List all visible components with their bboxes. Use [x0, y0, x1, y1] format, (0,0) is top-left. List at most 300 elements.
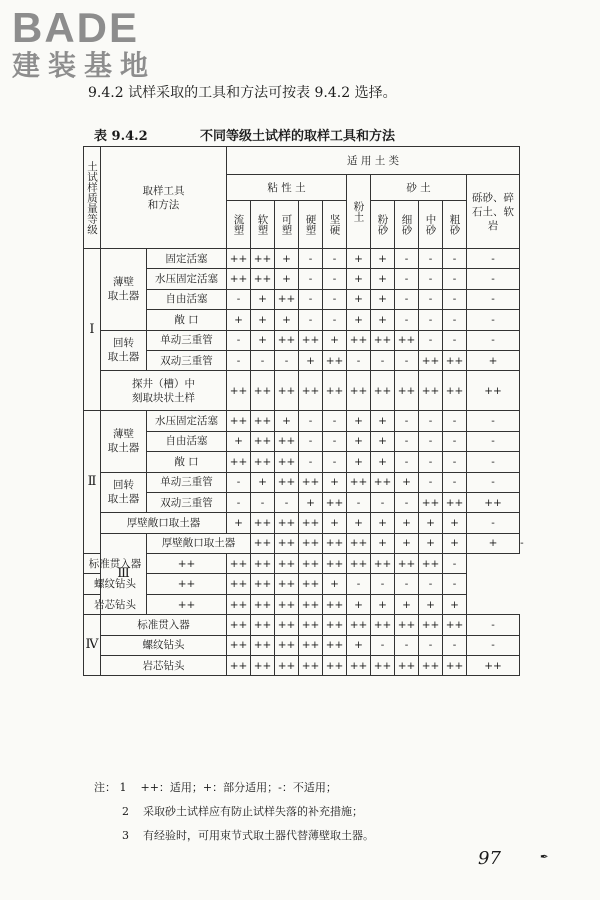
suitability-cell: - [227, 330, 251, 350]
suitability-cell: ++ [299, 371, 323, 411]
suitability-cell: + [419, 513, 443, 533]
suitability-cell: - [395, 310, 419, 330]
method-cell: 单动三重管 [147, 472, 227, 492]
method-cell: 螺纹钻头 [84, 574, 147, 594]
suitability-cell: - [467, 513, 520, 533]
suitability-cell: ++ [275, 594, 299, 614]
suitability-cell: + [251, 310, 275, 330]
col-header: 粉砂 [371, 201, 395, 249]
suitability-cell: - [443, 635, 467, 655]
table-row [84, 513, 520, 533]
suitability-cell: ++ [323, 635, 347, 655]
suitability-cell: - [275, 492, 299, 512]
suitability-cell: + [371, 533, 395, 553]
table-row [84, 330, 520, 350]
suitability-cell: + [443, 533, 467, 553]
table-row [84, 411, 520, 431]
suitability-cell: - [419, 472, 443, 492]
suitability-cell: + [371, 452, 395, 472]
method-cell: 螺纹钻头 [101, 635, 227, 655]
suitability-cell: - [227, 472, 251, 492]
suitability-cell: ++ [227, 452, 251, 472]
gravel-header: 砾砂、碎石土、软岩 [467, 175, 520, 249]
suitability-cell: ++ [395, 330, 419, 350]
suitability-cell: + [467, 350, 520, 370]
suitability-cell: ++ [227, 371, 251, 411]
suitability-cell: ++ [347, 554, 371, 574]
note-line [94, 800, 374, 824]
suitability-cell: - [419, 635, 443, 655]
suitability-cell: ++ [251, 452, 275, 472]
suitability-cell: ++ [227, 269, 251, 289]
suitability-cell: + [371, 431, 395, 451]
suitability-cell: ++ [395, 554, 419, 574]
col-header: 粗砂 [443, 201, 467, 249]
note-text: 有经验时，可用束节式取土器代替薄壁取土器。 [143, 829, 374, 842]
note-text: ++：适用；+：部分适用；-：不适用； [140, 781, 337, 794]
suitability-cell: - [275, 350, 299, 370]
suitability-cell: - [323, 310, 347, 330]
suitability-cell: ++ [467, 371, 520, 411]
suitability-cell: - [299, 269, 323, 289]
cohesive-soil-header: 粘 性 土 [227, 175, 347, 201]
tool-group-cell: 薄壁 取土器 [101, 411, 147, 472]
suitability-cell: + [467, 533, 520, 553]
suitability-cell: + [323, 574, 347, 594]
suitability-cell: - [227, 289, 251, 309]
suitability-cell: - [395, 269, 419, 289]
suitability-cell: ++ [275, 431, 299, 451]
suitability-cell: - [419, 452, 443, 472]
suitability-cell: + [251, 330, 275, 350]
suitability-cell: + [347, 431, 371, 451]
table-row [84, 452, 520, 472]
suitability-cell: ++ [275, 574, 299, 594]
suitability-cell: ++ [395, 656, 419, 676]
col-header: 流塑 [227, 201, 251, 249]
suitability-cell: - [419, 411, 443, 431]
suitability-cell: ++ [227, 635, 251, 655]
suitability-cell: ++ [443, 615, 467, 635]
suitability-cell: - [467, 269, 520, 289]
suitability-cell: ++ [275, 656, 299, 676]
suitability-cell: - [323, 411, 347, 431]
suitability-cell: ++ [443, 371, 467, 411]
suitability-cell: + [323, 513, 347, 533]
suitability-cell: + [347, 513, 371, 533]
suitability-cell: - [419, 574, 443, 594]
suitability-cell: - [419, 269, 443, 289]
method-cell: 自由活塞 [147, 289, 227, 309]
suitability-cell: - [323, 249, 347, 269]
suitability-cell: - [467, 310, 520, 330]
suitability-cell: + [419, 594, 443, 614]
suitability-cell: + [251, 289, 275, 309]
method-cell: 单动三重管 [147, 330, 227, 350]
grade-cell: Ⅳ [84, 615, 101, 676]
note-number: 2 [122, 805, 129, 818]
col-header: 细砂 [395, 201, 419, 249]
suitability-cell: ++ [299, 574, 323, 594]
method-cell: 双动三重管 [147, 492, 227, 512]
suitability-cell: ++ [299, 472, 323, 492]
suitability-cell: + [347, 411, 371, 431]
sampling-tools-table [83, 146, 524, 676]
tool-header: 取样工具 和方法 [101, 147, 227, 249]
suitability-cell: + [371, 249, 395, 269]
suitability-cell: ++ [227, 594, 251, 614]
suitability-cell: ++ [419, 554, 443, 574]
suitability-cell: - [443, 431, 467, 451]
notes-label: 注： [94, 781, 116, 794]
suitability-cell: ++ [371, 554, 395, 574]
method-cell: 敞 口 [147, 310, 227, 330]
suitability-cell: ++ [371, 615, 395, 635]
suitability-cell: ++ [323, 594, 347, 614]
suitability-cell: ++ [443, 656, 467, 676]
applicable-soil-header: 适 用 土 类 [227, 147, 520, 175]
suitability-cell: - [443, 574, 467, 594]
suitability-cell: - [443, 310, 467, 330]
suitability-cell: + [347, 289, 371, 309]
table-row [84, 472, 520, 492]
suitability-cell: ++ [299, 594, 323, 614]
suitability-cell: + [299, 492, 323, 512]
col-header: 可塑 [275, 201, 299, 249]
suitability-cell: ++ [395, 371, 419, 411]
suitability-cell: - [371, 350, 395, 370]
suitability-cell: - [299, 289, 323, 309]
suitability-cell: ++ [419, 656, 443, 676]
suitability-cell: ++ [299, 330, 323, 350]
suitability-cell: - [443, 411, 467, 431]
suitability-cell: + [347, 269, 371, 289]
suitability-cell: ++ [275, 289, 299, 309]
table-notes [94, 776, 374, 848]
suitability-cell: + [371, 269, 395, 289]
suitability-cell: + [419, 533, 443, 553]
suitability-cell: - [371, 492, 395, 512]
suitability-cell: ++ [251, 371, 275, 411]
suitability-cell: ++ [371, 656, 395, 676]
suitability-cell: ++ [227, 249, 251, 269]
suitability-cell: ++ [443, 350, 467, 370]
table-row: Ⅲ 厚壁敞口取土器 ++ ++ ++ ++ ++ + + + + + - [84, 533, 520, 553]
suitability-cell: + [395, 594, 419, 614]
suitability-cell: ++ [251, 615, 275, 635]
method-cell: 双动三重管 [147, 350, 227, 370]
suitability-cell: - [467, 452, 520, 472]
intro-text: 9.4.2 试样采取的工具和方法可按表 9.4.2 选择。 [88, 85, 397, 101]
suitability-cell: ++ [275, 330, 299, 350]
suitability-cell: ++ [275, 472, 299, 492]
suitability-cell: ++ [419, 492, 443, 512]
suitability-cell: - [347, 350, 371, 370]
suitability-cell: ++ [251, 249, 275, 269]
suitability-cell: - [419, 249, 443, 269]
suitability-cell: ++ [227, 411, 251, 431]
note-line [94, 776, 374, 800]
method-cell: 固定活塞 [147, 249, 227, 269]
col-header: 硬塑 [299, 201, 323, 249]
suitability-cell: - [443, 452, 467, 472]
suitability-cell: - [467, 411, 520, 431]
suitability-cell: ++ [227, 656, 251, 676]
suitability-cell: ++ [251, 431, 275, 451]
suitability-cell: - [443, 249, 467, 269]
table-number: 表 9.4.2 [94, 129, 148, 144]
tool-group-cell: 探井（槽）中 刻取块状土样 [101, 371, 227, 411]
tool-group-cell: 厚壁敞口取土器 [101, 513, 227, 533]
suitability-cell: ++ [251, 269, 275, 289]
suitability-cell: ++ [275, 533, 299, 553]
table-row [84, 492, 520, 512]
suitability-cell: + [371, 289, 395, 309]
note-number: 1 [119, 781, 127, 794]
suitability-cell: - [395, 492, 419, 512]
grade-header: 土试样质量等级 [84, 147, 101, 249]
suitability-cell: ++ [347, 371, 371, 411]
suitability-cell: + [347, 635, 371, 655]
suitability-cell: ++ [299, 656, 323, 676]
suitability-cell: ++ [275, 371, 299, 411]
method-cell: 标准贯入器 [101, 615, 227, 635]
suitability-cell: - [323, 452, 347, 472]
suitability-cell: ++ [371, 472, 395, 492]
table-row [84, 310, 520, 330]
suitability-cell: ++ [227, 574, 251, 594]
suitability-cell: ++ [251, 411, 275, 431]
suitability-cell: ++ [147, 594, 227, 614]
suitability-cell: - [467, 472, 520, 492]
suitability-cell: + [323, 330, 347, 350]
suitability-cell: - [251, 350, 275, 370]
bade-logo [12, 6, 156, 82]
logo-subtitle: 建装基地 [12, 49, 157, 82]
suitability-cell: + [371, 310, 395, 330]
page-number: 97 [478, 848, 501, 869]
suitability-cell: ++ [443, 492, 467, 512]
table-row [84, 635, 520, 655]
suitability-cell: - [419, 330, 443, 350]
col-header: 软塑 [251, 201, 275, 249]
suitability-cell: - [371, 574, 395, 594]
method-cell: 敞 口 [147, 452, 227, 472]
suitability-cell: + [275, 269, 299, 289]
suitability-cell: ++ [147, 554, 227, 574]
table-row [84, 289, 520, 309]
suitability-cell: ++ [299, 615, 323, 635]
suitability-cell: ++ [251, 574, 275, 594]
suitability-cell: - [299, 431, 323, 451]
suitability-cell: ++ [251, 656, 275, 676]
grade-cell: Ⅰ [84, 249, 101, 411]
table-row [84, 554, 520, 574]
suitability-cell: - [227, 492, 251, 512]
suitability-cell: - [443, 269, 467, 289]
suitability-cell: ++ [299, 513, 323, 533]
suitability-cell: ++ [227, 554, 251, 574]
col-header: 坚硬 [323, 201, 347, 249]
suitability-cell: - [395, 635, 419, 655]
suitability-cell: - [467, 635, 520, 655]
suitability-cell: - [419, 431, 443, 451]
suitability-cell: - [347, 492, 371, 512]
suitability-cell: - [323, 431, 347, 451]
suitability-cell: ++ [419, 615, 443, 635]
table-row [84, 269, 520, 289]
suitability-cell: ++ [371, 330, 395, 350]
suitability-cell: - [419, 310, 443, 330]
suitability-cell: - [467, 431, 520, 451]
suitability-cell: - [251, 492, 275, 512]
suitability-cell: + [227, 513, 251, 533]
silt-header: 粉土 [347, 175, 371, 249]
table-row [84, 656, 520, 676]
suitability-cell: + [347, 249, 371, 269]
suitability-cell: + [275, 249, 299, 269]
suitability-cell: ++ [275, 452, 299, 472]
suitability-cell: - [323, 269, 347, 289]
suitability-cell: ++ [251, 594, 275, 614]
suitability-cell: ++ [299, 533, 323, 553]
suitability-cell: + [299, 350, 323, 370]
ink-mark: ✒ [540, 852, 549, 863]
suitability-cell: - [395, 289, 419, 309]
suitability-cell: ++ [275, 513, 299, 533]
suitability-cell: + [347, 452, 371, 472]
suitability-cell: - [299, 249, 323, 269]
note-number: 3 [122, 829, 129, 842]
grade-cell: Ⅲ [101, 533, 147, 615]
method-cell: 标准贯入器 [84, 554, 147, 574]
suitability-cell: ++ [275, 635, 299, 655]
suitability-cell: ++ [323, 492, 347, 512]
suitability-cell: ++ [323, 615, 347, 635]
suitability-cell: - [467, 289, 520, 309]
tool-group-cell: 薄壁 取土器 [101, 249, 147, 331]
table-row [84, 249, 520, 269]
col-header: 中砂 [419, 201, 443, 249]
suitability-cell: ++ [323, 533, 347, 553]
suitability-cell: ++ [347, 615, 371, 635]
suitability-cell: - [395, 411, 419, 431]
method-cell: 水压固定活塞 [147, 411, 227, 431]
suitability-cell: ++ [299, 635, 323, 655]
suitability-cell: - [467, 615, 520, 635]
suitability-cell: + [227, 310, 251, 330]
suitability-cell: ++ [419, 350, 443, 370]
suitability-cell: + [251, 472, 275, 492]
suitability-cell: ++ [347, 533, 371, 553]
suitability-cell: - [299, 411, 323, 431]
grade-cell: Ⅱ [84, 411, 101, 554]
suitability-cell: ++ [323, 350, 347, 370]
suitability-cell: - [443, 289, 467, 309]
suitability-cell: - [371, 635, 395, 655]
suitability-cell: + [443, 594, 467, 614]
suitability-cell: - [227, 350, 251, 370]
suitability-cell: ++ [275, 554, 299, 574]
table-row [84, 615, 520, 635]
suitability-cell: ++ [147, 574, 227, 594]
suitability-cell: ++ [299, 554, 323, 574]
suitability-cell: ++ [467, 656, 520, 676]
suitability-cell: + [275, 411, 299, 431]
table-row [84, 371, 520, 411]
suitability-cell: - [323, 289, 347, 309]
method-cell: 厚壁敞口取土器 [147, 533, 251, 553]
suitability-cell: - [395, 431, 419, 451]
suitability-cell: + [443, 513, 467, 533]
suitability-cell: + [395, 472, 419, 492]
suitability-cell: ++ [371, 371, 395, 411]
suitability-cell: + [395, 533, 419, 553]
method-cell: 水压固定活塞 [147, 269, 227, 289]
suitability-cell: + [371, 594, 395, 614]
suitability-cell: - [395, 574, 419, 594]
suitability-cell: + [371, 411, 395, 431]
suitability-cell: ++ [251, 513, 275, 533]
suitability-cell: ++ [347, 472, 371, 492]
suitability-cell: ++ [251, 554, 275, 574]
suitability-cell: - [299, 452, 323, 472]
table-row [84, 574, 520, 594]
suitability-cell: - [443, 554, 467, 574]
suitability-cell: ++ [467, 492, 520, 512]
suitability-cell: - [395, 350, 419, 370]
suitability-cell: ++ [419, 371, 443, 411]
table-title: 不同等级土试样的取样工具和方法 [200, 129, 396, 144]
suitability-cell: - [419, 289, 443, 309]
suitability-cell: - [467, 249, 520, 269]
table-row [84, 350, 520, 370]
suitability-cell: - [347, 574, 371, 594]
method-cell: 岩芯钻头 [101, 656, 227, 676]
suitability-cell: ++ [227, 615, 251, 635]
note-line [94, 824, 374, 848]
sand-header: 砂 土 [371, 175, 467, 201]
suitability-cell: + [275, 310, 299, 330]
suitability-cell: ++ [347, 330, 371, 350]
table-row [84, 594, 520, 614]
suitability-cell: + [347, 310, 371, 330]
suitability-cell: + [347, 594, 371, 614]
note-text: 采取砂土试样应有防止试样失落的补充措施； [143, 805, 363, 818]
suitability-cell: ++ [251, 635, 275, 655]
suitability-cell: + [323, 472, 347, 492]
suitability-cell: + [395, 513, 419, 533]
suitability-cell: ++ [395, 615, 419, 635]
suitability-cell: ++ [323, 371, 347, 411]
suitability-cell: - [467, 330, 520, 350]
suitability-cell: - [443, 472, 467, 492]
tool-group-cell: 回转 取土器 [101, 472, 147, 513]
suitability-cell: ++ [323, 554, 347, 574]
suitability-cell: ++ [275, 615, 299, 635]
method-cell: 自由活塞 [147, 431, 227, 451]
suitability-cell: - [443, 330, 467, 350]
logo-wordmark: BADE [12, 4, 140, 51]
table-row [84, 431, 520, 451]
suitability-cell: ++ [251, 533, 275, 553]
suitability-cell: + [371, 513, 395, 533]
suitability-cell: ++ [323, 656, 347, 676]
suitability-cell: - [395, 249, 419, 269]
suitability-cell: - [395, 452, 419, 472]
suitability-cell: - [299, 310, 323, 330]
suitability-cell: + [227, 431, 251, 451]
